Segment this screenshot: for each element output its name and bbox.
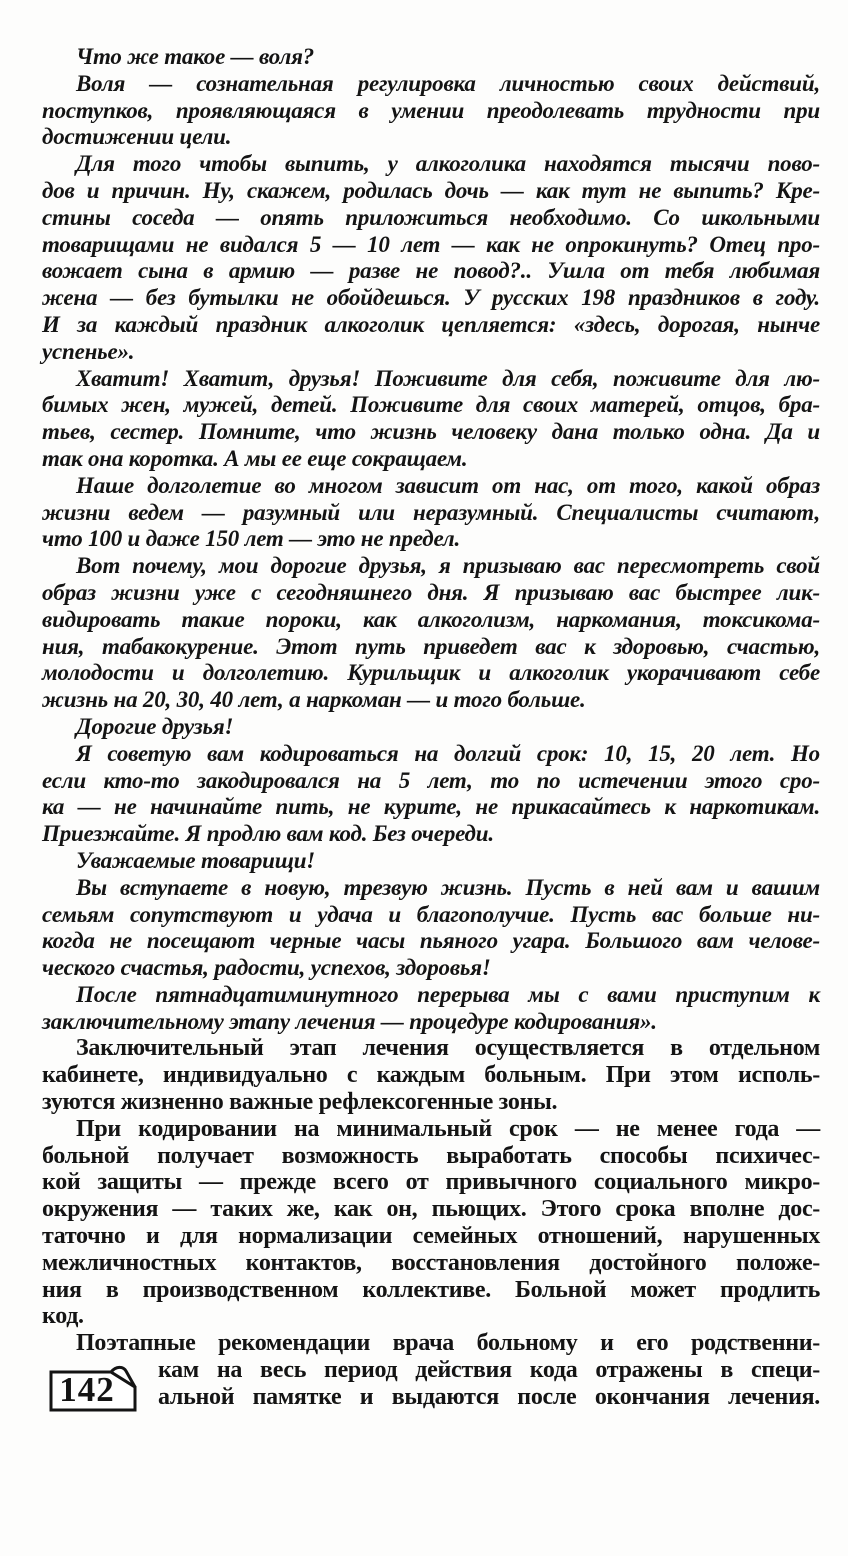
paragraph bbox=[42, 982, 820, 1036]
text-line: больной получает возможность выработать способы психичес- bbox=[42, 1142, 820, 1169]
text-line: Воля — сознательная регулировка личностью своих действий, bbox=[76, 70, 820, 96]
text-line: кой защиты — прежде всего от привычного социального микро- bbox=[42, 1169, 820, 1196]
paragraph bbox=[42, 875, 820, 982]
paragraph bbox=[42, 1116, 820, 1330]
text-line: ния, табакокурение. Этот путь приведет вас к здоровью, счастью, bbox=[42, 633, 820, 659]
text-line: Наше долголетие во многом зависит от нас, от того, какой образ bbox=[76, 472, 820, 498]
text-line: бимых жен, мужей, детей. Поживите для своих матерей, отцов, бра- bbox=[42, 392, 820, 418]
text-line: тьев, сестер. Помните, что жизнь человеку дана только одна. Да и bbox=[42, 419, 820, 445]
paragraph bbox=[42, 1330, 820, 1410]
text-line: Уважаемые товарищи! bbox=[76, 847, 316, 873]
text-line: Что же такое — воля? bbox=[76, 44, 315, 69]
text-line: достижении цели. bbox=[42, 124, 232, 150]
text-line: После пятнадцатиминутного перерыва мы с вами приступим к bbox=[76, 981, 820, 1007]
text-line: Поэтапные рекомендации врача больному и его родственни- bbox=[76, 1330, 820, 1357]
text-line: видировать такие пороки, как алкоголизм, наркомания, токсикома- bbox=[42, 606, 820, 632]
text-line: кабинете, индивидуально с каждым больным. При этом исполь- bbox=[42, 1062, 820, 1089]
paragraph bbox=[42, 473, 820, 553]
text-line: код. bbox=[42, 1303, 84, 1330]
text-line: межличностных контактов, восстановления достойного положе- bbox=[42, 1249, 820, 1276]
text-line: Дорогие друзья! bbox=[76, 713, 234, 739]
page-number-badge bbox=[49, 1364, 139, 1413]
text-line: Вы вступаете в новую, трезвую жизнь. Пусть в ней вам и вашим bbox=[76, 874, 820, 900]
text-line: Хватит! Хватит, друзья! Поживите для себя, поживите для лю- bbox=[76, 365, 820, 391]
text-line: так она коротка. А мы ее еще сокращаем. bbox=[42, 445, 468, 471]
text-line: успенье». bbox=[42, 338, 135, 364]
text-line: ческого счастья, радости, успехов, здоровья! bbox=[42, 955, 491, 981]
text-line: жизнь на 20, 30, 40 лет, а наркоман — и того больше. bbox=[42, 687, 586, 713]
text-line: вожает сына в армию — разве не повод?.. Ушла от тебя любимая bbox=[42, 258, 820, 284]
text-line: кам на весь период действия кода отражены в специ- bbox=[158, 1357, 820, 1384]
paragraph bbox=[42, 553, 820, 714]
text-line: семьям сопутствуют и удача и благополучие. Пусть вас больше ни- bbox=[42, 901, 820, 927]
paragraph bbox=[42, 848, 820, 875]
text-line: молодости и долголетию. Курильщик и алкоголик укорачивают себе bbox=[42, 660, 820, 686]
text-line: Вот почему, мои дорогие друзья, я призываю вас пересмотреть свой bbox=[76, 553, 820, 579]
text-line: заключительному этапу лечения — процедуре кодирования». bbox=[42, 1008, 657, 1034]
paragraph bbox=[42, 714, 820, 741]
text-line: Я советую вам кодироваться на долгий срок: 10, 15, 20 лет. Но bbox=[76, 740, 820, 766]
paragraph bbox=[42, 44, 820, 71]
text-line: жена — без бутылки не обойдешься. У русских 198 праздников в году. bbox=[42, 285, 820, 311]
paragraph bbox=[42, 151, 820, 365]
text-line: если кто-то закодировался на 5 лет, то по истечении этого сро- bbox=[42, 767, 820, 793]
text-line: альной памятке и выдаются после окончания лечения. bbox=[158, 1383, 820, 1410]
paragraph bbox=[42, 71, 820, 151]
text-line: Заключительный этап лечения осуществляется в отдельном bbox=[76, 1035, 820, 1062]
text-line: жизни ведем — разумный или неразумный. Специалисты считают, bbox=[42, 499, 820, 525]
text-line: окружения — таких же, как он, пьющих. Этого срока вполне дос- bbox=[42, 1196, 820, 1223]
text-line: При кодировании на минимальный срок — не менее года — bbox=[76, 1115, 820, 1142]
page-text bbox=[42, 44, 820, 1411]
text-line: образ жизни уже с сегодняшнего дня. Я призываю вас быстрее лик- bbox=[42, 579, 820, 605]
text-line: Приезжайте. Я продлю вам код. Без очереди. bbox=[42, 821, 494, 847]
text-line: когда не посещают черные часы пьяного угара. Большого вам челове- bbox=[42, 928, 820, 954]
text-line: зуются жизненно важные рефлексогенные зоны. bbox=[42, 1089, 558, 1116]
text-line: ка — не начинайте пить, не курите, не прикасайтесь к наркотикам. bbox=[42, 794, 820, 820]
text-line: стины соседа — опять приложиться необходимо. Со школьными bbox=[42, 204, 820, 230]
text-line: дов и причин. Ну, скажем, родилась дочь — как тут не выпить? Кре- bbox=[42, 177, 820, 203]
text-line: И за каждый праздник алкоголик цепляется: «здесь, дорогая, нынче bbox=[42, 311, 820, 337]
paragraph bbox=[42, 741, 820, 848]
text-line: что 100 и даже 150 лет — это не предел. bbox=[42, 526, 461, 552]
text-line: товарищами не видался 5 — 10 лет — как не опрокинуть? Отец про- bbox=[42, 231, 820, 257]
text-line: ния в производственном коллективе. Больной может продлить bbox=[42, 1276, 820, 1303]
paragraph bbox=[42, 1035, 820, 1115]
text-line: таточно и для нормализации семейных отношений, нарушенных bbox=[42, 1223, 820, 1250]
page-number: 142 bbox=[59, 1370, 115, 1409]
paragraph bbox=[42, 366, 820, 473]
text-line: поступков, проявляющаяся в умении преодолевать трудности при bbox=[42, 97, 820, 123]
text-line: Для того чтобы выпить, у алкоголика находятся тысячи пово- bbox=[76, 151, 820, 177]
